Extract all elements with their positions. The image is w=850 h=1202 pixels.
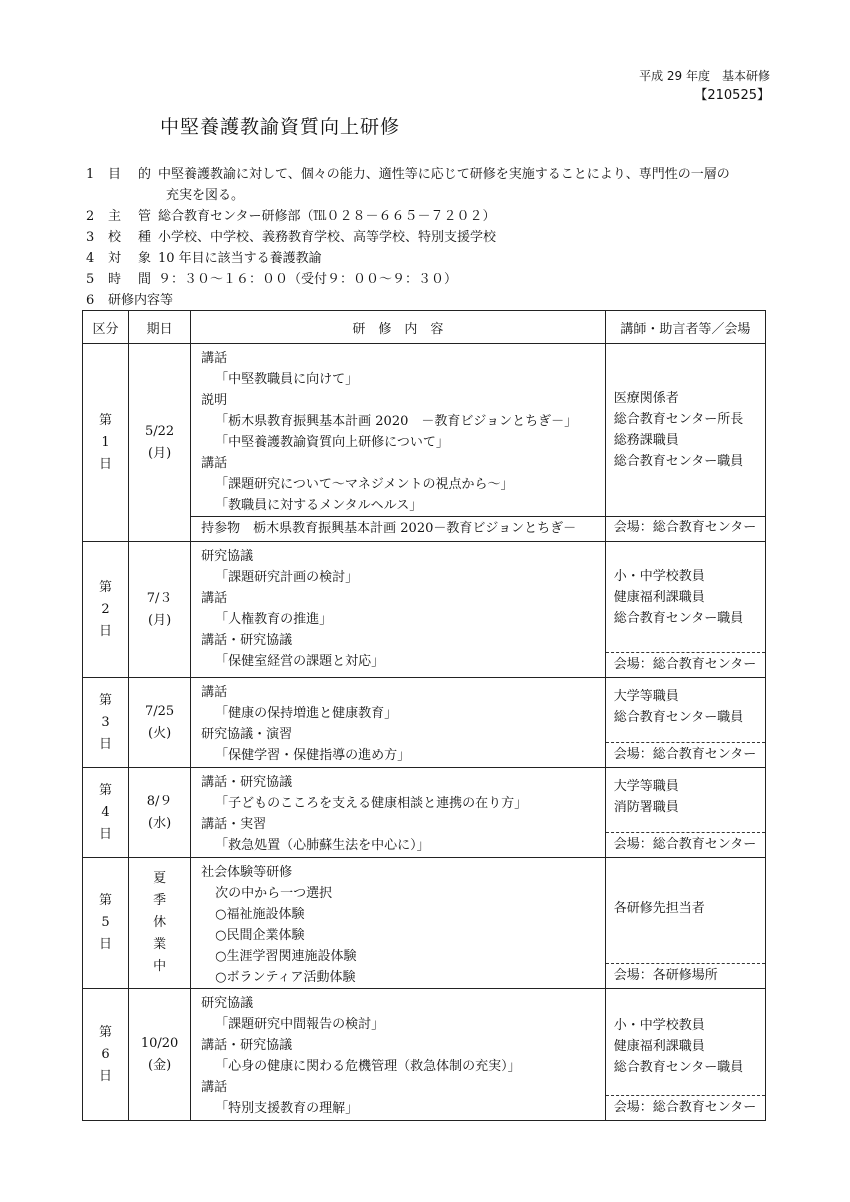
- day-content: 研究協議 「課題研究中間報告の検討」 講話・研究協議 「心身の健康に関わる危機管理（救急体制の充実）」 講話 「特別支援教育の理解」: [191, 989, 606, 1121]
- day-content: 講話 「健康の保持増進と健康教育」 研究協議・演習 「保健学習・保健指導の進め方」: [191, 678, 606, 768]
- info-row-target: [86, 248, 786, 269]
- info-number: 3: [86, 230, 95, 245]
- day-content: 研究協議 「課題研究計画の検討」 講話 「人権教育の推進」 講話・研究協議 「保健室経営の課題と対応」: [191, 542, 606, 678]
- info-value: ９：３０～１６：００（受付９：００～９：３０）: [158, 272, 458, 287]
- table-row: [83, 542, 766, 678]
- day-venue: 会場：総合教育センター: [606, 1095, 765, 1120]
- day-content: 社会体験等研修 次の中から一つ選択 ○福祉施設体験 ○民間企業体験 ○生涯学習関連施設体験 ○ボランティア活動体験: [191, 858, 606, 989]
- day-date: 7/25 (火): [129, 678, 191, 768]
- day-venue: 会場：総合教育センター: [605, 517, 765, 542]
- day-content: 講話 「中堅教職員に向けて」 説明 「栃木県教育振興基本計画 2020 －教育ビジョンとちぎ－」 「中堅養護教諭資質向上研修について」 講話 「課題研究について～マネジメントの視点から～」 「教職員に対するメンタルヘルス」: [191, 344, 606, 517]
- header-date: 期日: [129, 311, 191, 344]
- day-label: 第 4 日: [83, 768, 129, 858]
- table-row: [83, 989, 766, 1121]
- day-date: 7/３ (月): [129, 542, 191, 678]
- day-lecturers: 大学等職員 消防署職員 会場：総合教育センター: [605, 768, 765, 858]
- info-value: 総合教育センター研修部（℡０２８－６６５－７２０２）: [158, 209, 496, 224]
- fiscal-year-label: 平成 29 年度 基本研修: [639, 69, 770, 83]
- day-label: 第 1 日: [83, 344, 129, 542]
- table-row: [83, 858, 766, 989]
- info-row-purpose: [86, 164, 786, 185]
- info-number: 6: [86, 293, 95, 308]
- day-lecturers: 小・中学校教員 健康福利課職員 総合教育センター職員 会場：総合教育センター: [605, 542, 765, 678]
- info-value: 10 年目に該当する養護教諭: [158, 251, 322, 266]
- day-date: 5/22 (月): [129, 344, 191, 542]
- day-venue: 会場：各研修場所: [606, 963, 765, 988]
- info-number: 1: [86, 167, 95, 182]
- day-lecturers: 小・中学校教員 健康福利課職員 総合教育センター職員 会場：総合教育センター: [605, 989, 765, 1121]
- day-date: 10/20 (金): [129, 989, 191, 1121]
- day-label: 第 5 日: [83, 858, 129, 989]
- table-row: [83, 344, 766, 517]
- info-continuation: 充実を図る。: [166, 188, 245, 203]
- day-date: 夏 季 休 業 中: [129, 858, 191, 989]
- info-row-school-types: [86, 227, 786, 248]
- day-venue: 会場：総合教育センター: [606, 832, 765, 857]
- page-title: 中堅養護教諭資質向上研修: [160, 116, 401, 138]
- info-label: 時 間: [108, 272, 154, 287]
- header-content: 研 修 内 容: [191, 311, 606, 344]
- document-header: [639, 66, 770, 106]
- header-lecturer: 講師・助言者等／会場: [605, 311, 765, 344]
- info-number: 5: [86, 272, 95, 287]
- day-content: 講話・研究協議 「子どものこころを支える健康相談と連携の在り方」 講話・実習 「救急処置（心肺蘇生法を中心に）」: [191, 768, 606, 858]
- info-label: 研修内容等: [108, 293, 174, 308]
- table-row: [83, 678, 766, 768]
- info-label: 校 種: [108, 230, 154, 245]
- day-date: 8/９ (水): [129, 768, 191, 858]
- info-row-organizer: [86, 206, 786, 227]
- header-kubun: 区分: [83, 311, 129, 344]
- day-label: 第 3 日: [83, 678, 129, 768]
- info-label: 対 象: [108, 251, 154, 266]
- table-header-row: [83, 311, 766, 344]
- bring-items: 持参物 栃木県教育振興基本計画 2020－教育ビジョンとちぎ－: [191, 517, 606, 542]
- info-value: 中堅養護教諭に対して、個々の能力、適性等に応じて研修を実施することにより、専門性の一層の: [158, 167, 730, 182]
- day-label: 第 6 日: [83, 989, 129, 1121]
- day-venue: 会場：総合教育センター: [606, 652, 765, 677]
- info-label: 主 管: [108, 209, 154, 224]
- info-number: 2: [86, 209, 95, 224]
- info-label: 目 的: [108, 167, 154, 182]
- info-number: 4: [86, 251, 95, 266]
- info-row-contents: [86, 290, 786, 311]
- schedule-table: [82, 310, 766, 1121]
- day-lecturers: 医療関係者 総合教育センター所長 総務課職員 総合教育センター職員: [605, 344, 765, 517]
- info-row-time: [86, 269, 786, 290]
- day-label: 第 2 日: [83, 542, 129, 678]
- course-info: [86, 164, 786, 311]
- course-code: 【210525】: [694, 88, 770, 103]
- day-lecturers: 大学等職員 総合教育センター職員 会場：総合教育センター: [605, 678, 765, 768]
- day-venue: 会場：総合教育センター: [606, 742, 765, 767]
- table-row: [83, 768, 766, 858]
- day-lecturers: 各研修先担当者 会場：各研修場所: [605, 858, 765, 989]
- info-value: 小学校、中学校、義務教育学校、高等学校、特別支援学校: [158, 230, 497, 245]
